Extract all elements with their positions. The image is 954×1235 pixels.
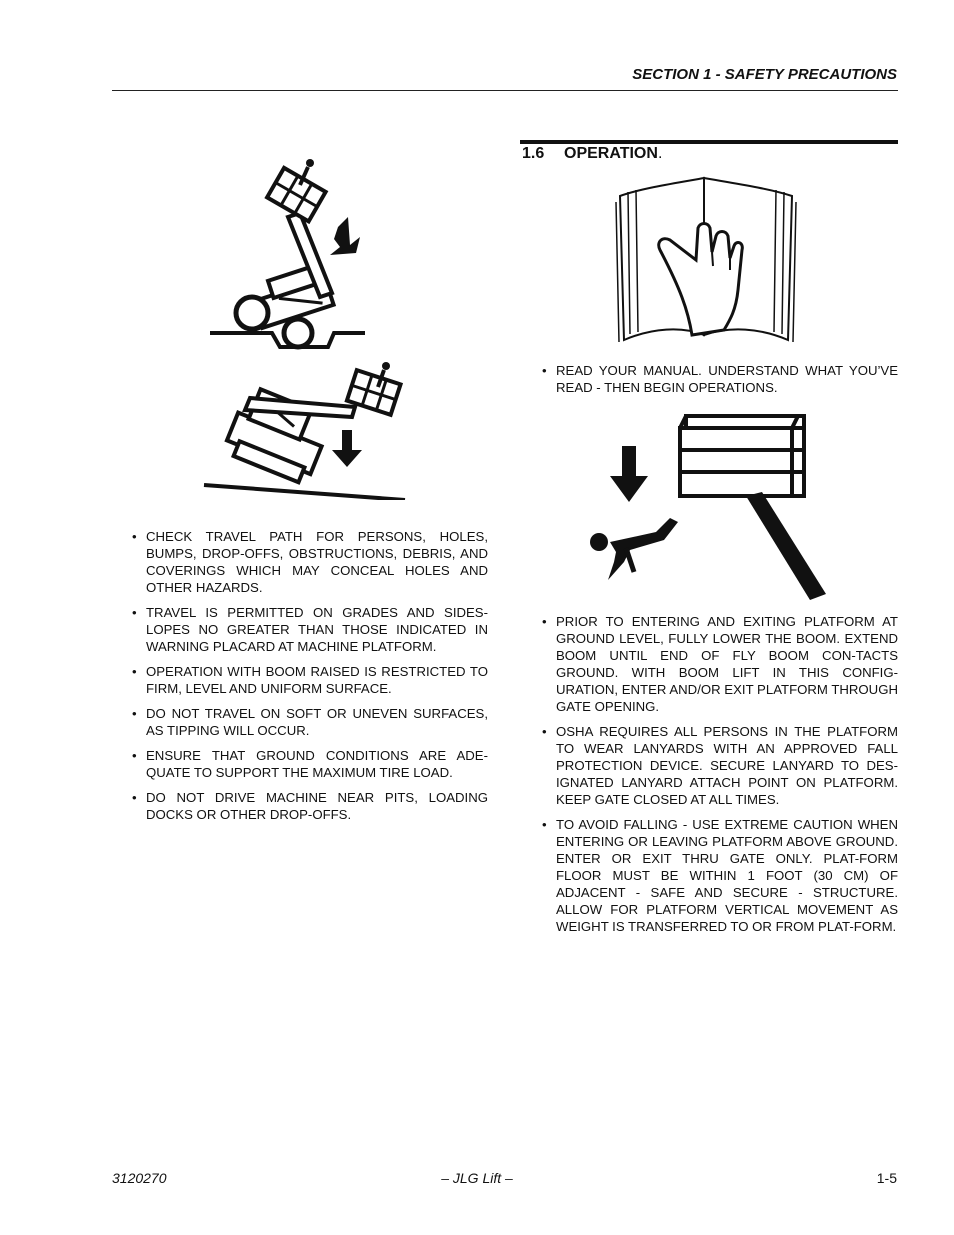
list-item: • DO NOT DRIVE MACHINE NEAR PITS, LOADING DOCKS OR OTHER DROP-OFFS. bbox=[132, 789, 488, 823]
fall-hazard-illustration bbox=[586, 412, 832, 600]
section-title: OPERATION bbox=[564, 145, 658, 162]
list-item: • DO NOT TRAVEL ON SOFT OR UNEVEN SURFACES, AS TIPPING WILL OCCUR. bbox=[132, 705, 488, 739]
falling-person bbox=[590, 518, 678, 580]
list-item: • OSHA REQUIRES ALL PERSONS IN THE PLATFORM TO WEAR LANYARDS WITH AN APPROVED FALL PROTECTION DEVICE. SECURE LANYARD TO DES-IGNATED LANYARD ATTACH POINT ON PLATFORM. KEEP GATE CLOSED AT ALL TIMES. bbox=[542, 723, 898, 808]
list-item: • READ YOUR MANUAL. UNDERSTAND WHAT YOU’VE READ - THEN BEGIN OPERATIONS. bbox=[542, 362, 898, 396]
list-item: • PRIOR TO ENTERING AND EXITING PLATFORM AT GROUND LEVEL, FULLY LOWER THE BOOM. EXTEND BOOM UNTIL END OF FLY BOOM CON-TACTS GROUND. WITH BOOM LIFT IN THIS CONFIG-URATION, ENTER AND/OR EXIT PLATFORM THROUGH GATE OPENING. bbox=[542, 613, 898, 715]
slope-tipping-scene bbox=[204, 362, 405, 500]
footer-brand: – JLG Lift – bbox=[441, 1170, 513, 1186]
tipping-hazard-illustration bbox=[200, 155, 420, 500]
section-heading bbox=[522, 145, 662, 163]
section-rule bbox=[520, 140, 898, 144]
footer-page-number: 1-5 bbox=[876, 1170, 897, 1186]
section-header: SECTION 1 - SAFETY PRECAUTIONS bbox=[632, 66, 897, 83]
read-manual-illustration bbox=[612, 170, 802, 348]
list-item: • TRAVEL IS PERMITTED ON GRADES AND SIDES-LOPES NO GREATER THAN THOSE INDICATED IN WARNING PLACARD AT MACHINE PLATFORM. bbox=[132, 604, 488, 655]
hole-tipping-scene bbox=[210, 159, 365, 347]
list-item: • ENSURE THAT GROUND CONDITIONS ARE ADE-QUATE TO SUPPORT THE MAXIMUM TIRE LOAD. bbox=[132, 747, 488, 781]
platform-cage bbox=[680, 416, 804, 496]
travel-safety-list bbox=[132, 528, 488, 831]
list-item: • OPERATION WITH BOOM RAISED IS RESTRICTED TO FIRM, LEVEL AND UNIFORM SURFACE. bbox=[132, 663, 488, 697]
section-number: 1.6 bbox=[522, 145, 545, 162]
section-title-suffix: . bbox=[657, 145, 663, 162]
list-item: • CHECK TRAVEL PATH FOR PERSONS, HOLES, BUMPS, DROP-OFFS, OBSTRUCTIONS, DEBRIS, AND COVERINGS WHICH MAY CONCEAL HOLES AND OTHER HAZARDS. bbox=[132, 528, 488, 596]
read-manual-list bbox=[542, 362, 898, 404]
list-item: • TO AVOID FALLING - USE EXTREME CAUTION WHEN ENTERING OR LEAVING PLATFORM ABOVE GROUND. ENTER OR EXIT THRU GATE ONLY. PLAT-FORM FLOOR MUST BE WITHIN 1 FOOT (30 CM) OF ADJACENT - SAFE AND SECURE - STRUCTURE. ALLOW FOR PLATFORM VERTICAL MOVEMENT AS WEIGHT IS TRANSFERRED TO OR FROM PLAT-FORM. bbox=[542, 816, 898, 935]
platform-safety-list bbox=[542, 613, 898, 943]
header-rule bbox=[112, 90, 898, 91]
footer-doc-number: 3120270 bbox=[112, 1170, 167, 1186]
